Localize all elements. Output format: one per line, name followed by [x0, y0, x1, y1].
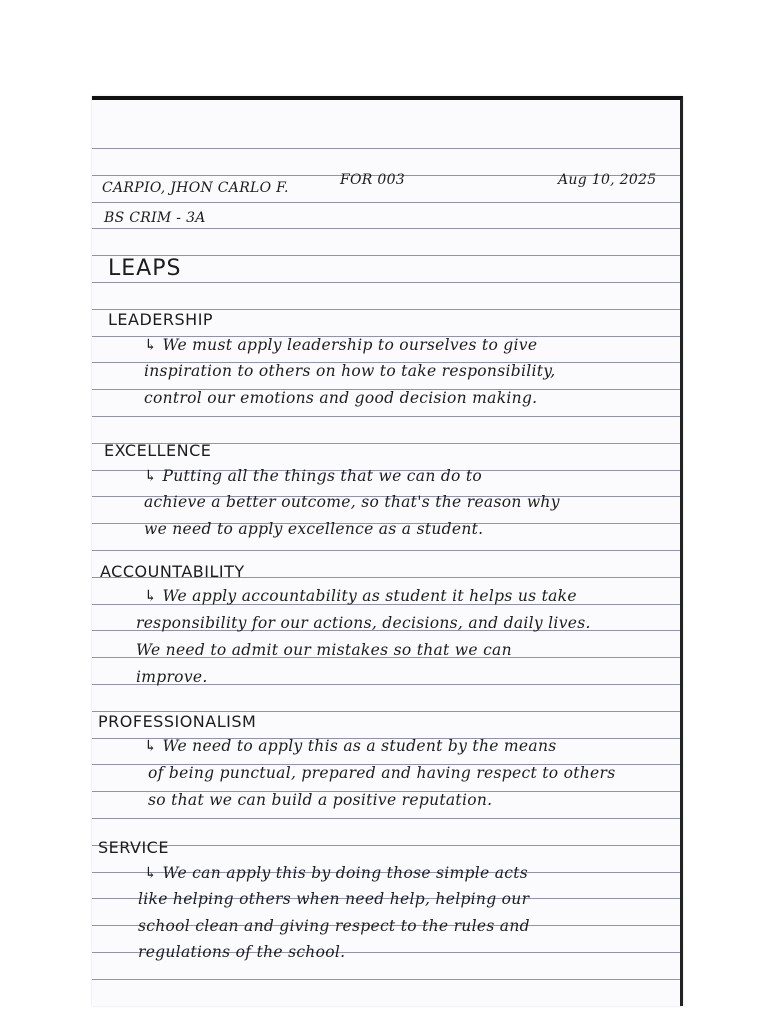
section-line: achieve a better outcome, so that's the reason why [144, 493, 560, 511]
ruled-line [92, 818, 680, 819]
ruled-line [92, 845, 680, 846]
section-line: of being punctual, prepared and having respect to others [148, 764, 616, 782]
section-line: responsibility for our actions, decisions, and daily lives. [136, 614, 591, 632]
section-line: ↳ We can apply this by doing those simple acts [144, 864, 529, 882]
ruled-line [92, 416, 680, 417]
notebook-page [92, 96, 683, 1006]
ruled-line [92, 148, 680, 149]
section-line: control our emotions and good decision making. [144, 389, 538, 407]
section-heading: LEADERSHIP [108, 310, 214, 329]
section-line: school clean and giving respect to the rules and [138, 917, 530, 935]
ruled-line [92, 282, 680, 283]
section-line: so that we can build a positive reputation. [148, 791, 493, 809]
section-line: inspiration to others on how to take responsibility, [144, 362, 556, 380]
section-line: we need to apply excellence as a student. [144, 520, 484, 538]
section-line: ↳ Putting all the things that we can do to [144, 467, 483, 485]
section-line: ↳ We need to apply this as a student by the means [144, 737, 557, 755]
student-name: CARPIO, JHON CARLO F. [102, 180, 289, 196]
section-heading: EXCELLENCE [104, 441, 212, 460]
section-heading: ACCOUNTABILITY [100, 562, 245, 581]
ruled-line [92, 550, 680, 551]
ruled-line [92, 979, 680, 980]
section-line: We need to admit our mistakes so that we can [136, 641, 512, 659]
program-section: BS CRIM - 3A [104, 210, 206, 226]
date: Aug 10, 2025 [558, 172, 657, 188]
section-line: ↳ We apply accountability as student it helps us take [144, 587, 577, 605]
section-heading: SERVICE [98, 838, 169, 857]
ruled-line [92, 202, 680, 203]
section-line: improve. [136, 668, 208, 686]
course-code: FOR 003 [340, 172, 406, 188]
ruled-line [92, 228, 680, 229]
section-line: like helping others when need help, helping our [138, 890, 530, 908]
section-line: ↳ We must apply leadership to ourselves to give [144, 336, 538, 354]
section-heading: PROFESSIONALISM [98, 712, 257, 731]
section-line: regulations of the school. [138, 943, 346, 961]
page-title: LEAPS [108, 256, 182, 281]
